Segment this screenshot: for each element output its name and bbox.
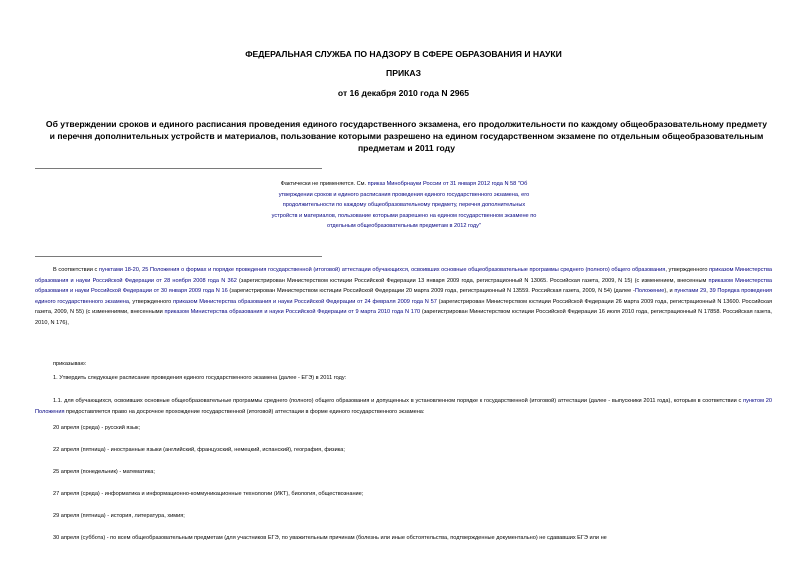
schedule-item: 29 апреля (пятница) - история, литература, химия; — [53, 513, 185, 519]
preamble-text: , — [138, 267, 143, 273]
document-type: ПРИКАЗ — [386, 68, 421, 78]
note-lead: Фактически не применяется. См. — [280, 181, 367, 187]
link-order-170[interactable]: приказом Министерства образования и науки Российской Федерации от 9 марта 2010 года N 170 — [164, 309, 421, 316]
link-regulation-short[interactable]: Положение — [634, 288, 665, 295]
link-point-20[interactable]: пунктом 20 Положения — [35, 398, 772, 415]
note-link[interactable]: приказ Минобрнауки России от 31 января 2012 года N 58 "Об утверждении сроков и единого расписания проведения единого государственного экзамена, его продолжительности по каждому общеобразовательному предмету, перечня дополнительных устройств и материалов, пользование которыми разрешено на едином государственном экзамене по отдельным общеобразовательным предметам в 2012 году" — [271, 181, 537, 230]
preamble-text: , — [706, 288, 710, 295]
preamble-text: (зарегистрирован Министерством юстиции Российской Федерации 26 марта 2009 года, регистрационный N 13600. Российская газета, 2009, N 55) (с изменениями, внесенными — [35, 298, 772, 316]
preamble-text: , утвержденного — [665, 267, 710, 273]
preamble-text: (зарегистрирован Министерством юстиции Российской Федерации 13 января 2009 года, регистрационный N 13065. Российская газета, 2009, N 15) (с изменением, внесенным — [236, 277, 709, 284]
item-1-1-text: предоставляется право на досрочное прохождение государственной (итоговой) аттестации в форме единого государственного экзамена: — [64, 408, 425, 415]
order-word: приказываю: — [53, 361, 87, 367]
preamble-paragraph — [35, 265, 772, 329]
link-order-57[interactable]: приказом Министерства образования и науки Российской Федерации от 24 февраля 2009 года N 57 — [173, 298, 437, 305]
note-bottom-rule — [35, 256, 322, 257]
link-points-29[interactable]: пунктами 29 — [674, 288, 707, 295]
note-top-rule — [35, 168, 322, 169]
link-points-18-20[interactable]: пунктами 18-20 — [98, 267, 139, 273]
item-1-1-text: 1.1. для обучающихся, освоивших основные общеобразовательные программы среднего (полного) общего образования и допущенных в установленном порядке к государственной (итоговой) аттестации (далее - выпускники 2011 года), которым в соответствии с — [53, 398, 744, 404]
preamble-text: , утвержденного — [129, 298, 174, 305]
schedule-item: 27 апреля (среда) - информатика и информационно-коммуникационные технологии (ИКТ), биология, обществознание; — [53, 491, 364, 497]
preamble-text: В соответствии с — [53, 267, 99, 273]
item-1: 1. Утвердить следующее расписание проведения единого государственного экзамена (далее - ЕГЭ) в 2011 году: — [53, 375, 347, 381]
link-order-16[interactable]: приказом Министерства образования и науки Российской Федерации от 30 января 2009 года N 16 — [35, 277, 772, 295]
schedule-item: 25 апреля (понедельник) - математика; — [53, 469, 155, 475]
document-date: от 16 декабря 2010 года N 2965 — [337, 88, 470, 98]
schedule-item: 22 апреля (пятница) - иностранные языки (английский, французский, немецкий, испанский), география, физика; — [53, 447, 345, 453]
applicability-note — [270, 179, 538, 232]
link-exam-procedure[interactable]: 39 Порядка проведения единого государственного экзамена — [35, 288, 772, 305]
link-order-362[interactable]: приказом Министерства образования и науки Российской Федерации от 28 ноября 2008 года N 362 — [35, 267, 772, 284]
preamble-text: ), и — [664, 288, 675, 295]
document-title: Об утверждении сроков и единого расписания проведения единого государственного экзамена, его продолжительности по каждому общеобразовательному предмету и перечня дополнительных устройств и материалов, пользование которыми разрешено на едином государственном экзамене по отдельным общеобразовательным предметам и 2011 году — [45, 119, 768, 153]
preamble-text: (зарегистрирован Министерством юстиции Российской Федерации 20 марта 2009 года, регистрационный N 13559. Российская газета, 2009, N 54) (далее - — [227, 288, 635, 295]
link-regulation[interactable]: 25 Положения о формах и порядке проведения государственной (итоговой) аттестации обучающихся, освоивших основные общеобразовательные программы среднего (полного) общего образования — [142, 267, 666, 273]
agency-heading: ФЕДЕРАЛЬНАЯ СЛУЖБА ПО НАДЗОРУ В СФЕРЕ ОБРАЗОВАНИЯ И НАУКИ — [245, 49, 562, 59]
schedule-item: 30 апреля (суббота) - по всем общеобразовательным предметам (для участников ЕГЭ, по уважительным причинам (болезнь или иные обстоятельства, подтвержденные документально) не сдававших ЕГЭ или не — [53, 535, 607, 541]
schedule-item: 20 апреля (среда) - русский язык; — [53, 425, 141, 431]
item-1-1 — [35, 396, 772, 417]
preamble-text: (зарегистрирован Министерством юстиции Российской Федерации 16 июля 2010 года, регистрационный N 17858. Российская газета, 2010, N 176), — [35, 309, 772, 326]
